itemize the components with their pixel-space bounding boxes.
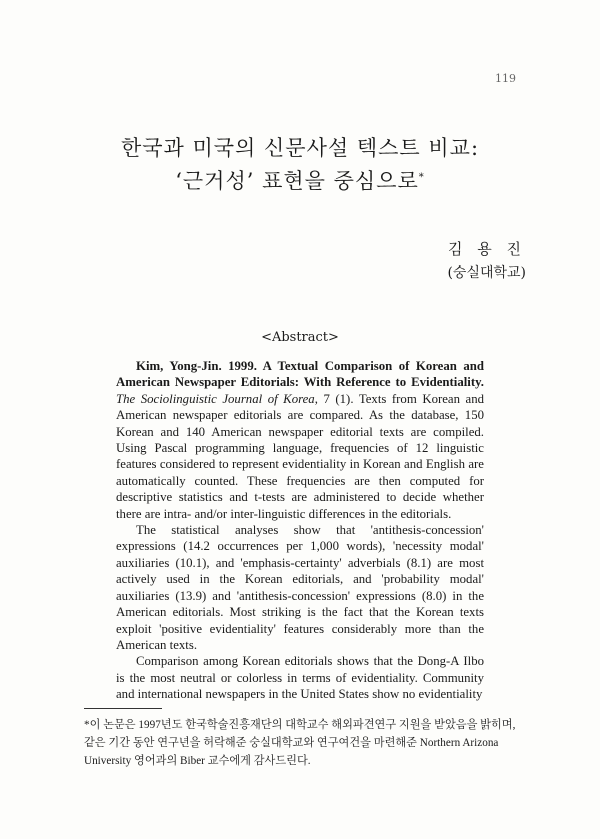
citation-bold: Kim, Yong-Jin. 1999. A Textual Comparison of Korean and American Newspaper Editorials: With Reference to Evidentiality.: [116, 359, 484, 390]
footnote-mark: *: [84, 719, 90, 731]
title-footnote-mark: *: [418, 172, 425, 183]
footnote-text-1: 이 논문은 1997년도 한국학술진흥재단의 대학교수 해외파견연구 지원을 받았음을 밝히며,: [89, 719, 516, 731]
page-number: 119: [495, 72, 516, 85]
abstract-paragraph-2: The statistical analyses show that 'antithesis-concession' expressions (14.2 occurrences per 1,000 words), 'necessity modal' auxiliaries (10.1), and 'emphasis-certainty' adverbials (8.1) are most actively used in the Korean editorials, and 'probability modal' auxiliaries (13.9) and 'antithesis-concession' expressions (8.0) in the American editorials. Most striking is the fact that the Korean texts exploit 'positive evidentiality' features considerably more than the American texts.: [116, 523, 484, 652]
footnote: [84, 716, 524, 770]
abstract-body: [116, 358, 484, 703]
abstract-paragraph-3: Comparison among Korean editorials shows that the Dong-A Ilbo is the most neutral or colorless in terms of evidentiality. Community and international newspapers in the United States show no evidentiality: [116, 654, 484, 702]
footnote-line-2: 같은 기간 동안 연구년을 허락해준 숭실대학교와 연구여건을 마련해준 Northern Arizona: [84, 737, 499, 749]
footnote-line-1: [84, 716, 524, 734]
author-name: 김 용 진: [447, 240, 526, 258]
footnote-line-3: University 영어과의 Biber 교수에게 감사드린다.: [84, 755, 311, 767]
footnote-divider: [84, 708, 162, 709]
journal-name: The Sociolinguistic Journal of Korea: [116, 391, 315, 406]
title-text: ‘근거성’ 표현을 중심으로: [175, 169, 419, 193]
author-affiliation: (숭실대학교): [447, 265, 526, 281]
abstract-heading: <Abstract>: [261, 330, 339, 345]
citation-rest: , 7 (1). Texts from Korean and American newspaper editorials are compared. As the database, 150 Korean and 140 American newspaper editorial texts are compiled. Using Pascal programming language, frequencies of 12 linguistic features considered to represent evidentiality in Korean and English are automatically counted. These frequencies are then computed for descriptive statistics and t-tests are administered to decide whether there are intra- and/or inter-linguistic differences in the editorials.: [116, 391, 485, 521]
abstract-paragraph-1: [116, 358, 484, 522]
paper-title-line2: [0, 165, 600, 195]
paper-title-line1: 한국과 미국의 신문사설 텍스트 비교:: [120, 136, 480, 160]
